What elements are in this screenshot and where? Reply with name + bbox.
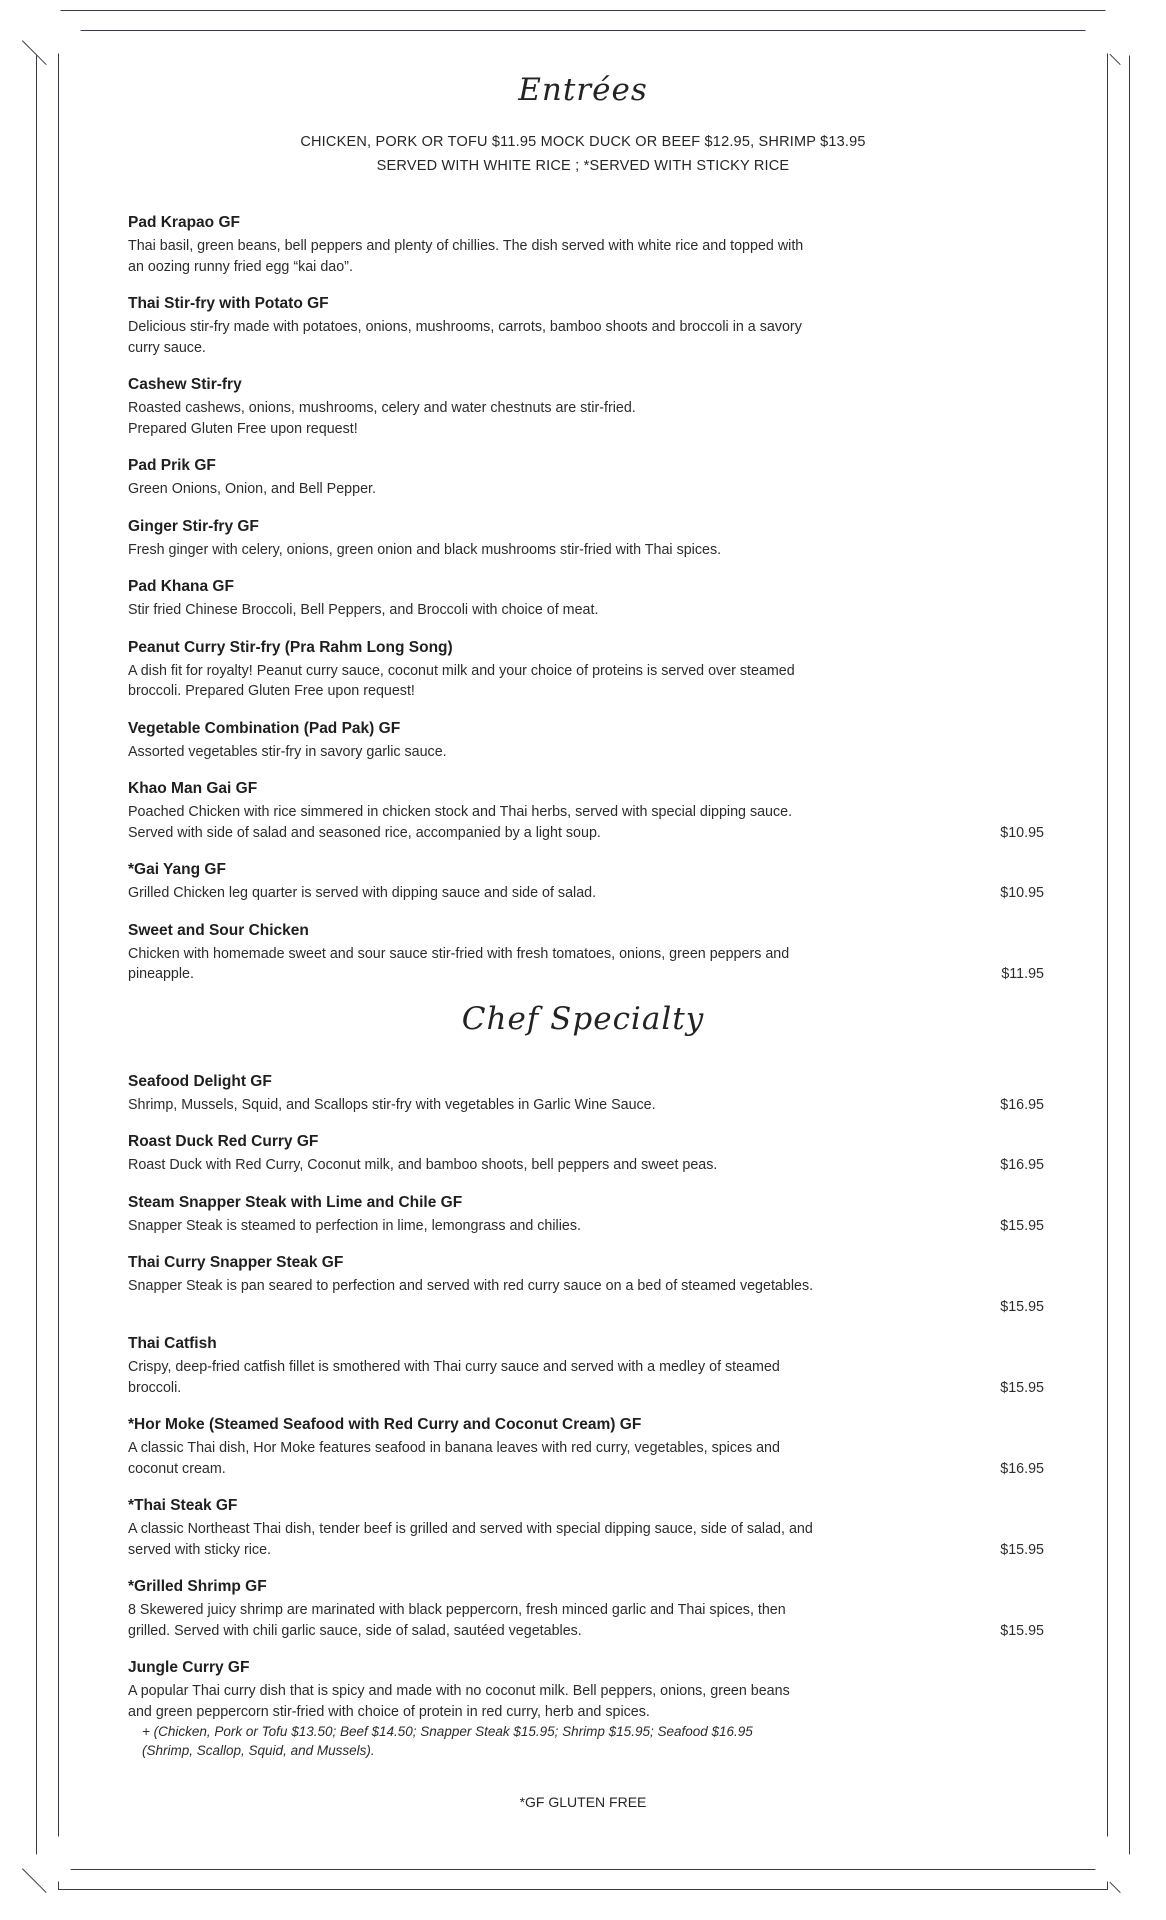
menu-item-price: $11.95 bbox=[1001, 966, 1044, 982]
menu-item-description-line bbox=[128, 1519, 1044, 1540]
menu-item-description-text: broccoli. Prepared Gluten Free upon request! bbox=[128, 683, 415, 699]
menu-item-jungle-curry bbox=[128, 1657, 1044, 1760]
menu-item-description-text: 8 Skewered juicy shrimp are marinated with black peppercorn, fresh minced garlic and Thai spices, then bbox=[128, 1602, 786, 1618]
menu-item-description-line bbox=[128, 257, 1044, 278]
menu-item bbox=[128, 516, 1044, 561]
menu-item-price: $15.95 bbox=[1000, 1298, 1044, 1315]
menu-item-name: Pad Prik GF bbox=[128, 457, 216, 474]
menu-item-name: Pad Khana GF bbox=[128, 578, 234, 595]
menu-item bbox=[128, 1414, 1044, 1479]
entrees-section-title: Entrées bbox=[518, 72, 648, 108]
menu-item-description-line bbox=[128, 1681, 1044, 1702]
menu-item bbox=[128, 920, 1044, 985]
menu-item-description-text: served with sticky rice. bbox=[128, 1541, 272, 1558]
menu-item-description-text: Shrimp, Mussels, Squid, and Scallops stir-fry with vegetables in Garlic Wine Sauce. bbox=[128, 1096, 656, 1113]
menu-item-price: $15.95 bbox=[1000, 1622, 1044, 1639]
menu-item-price: $15.95 bbox=[1000, 1379, 1044, 1396]
menu-item-description-text: A dish fit for royalty! Peanut curry sauce, coconut milk and your choice of proteins is served over steamed bbox=[128, 662, 795, 679]
menu-item-description-line bbox=[128, 661, 1044, 682]
menu-item bbox=[128, 576, 1044, 621]
menu-item bbox=[128, 212, 1044, 277]
menu-item-description-text: broccoli. bbox=[128, 1379, 182, 1396]
chef-specialty-item-list bbox=[100, 1071, 1066, 1761]
menu-item-description-text: Thai basil, green beans, bell peppers and plenty of chillies. The dish served with white rice and topped with bbox=[128, 238, 804, 254]
menu-item-description-line bbox=[128, 1216, 1044, 1237]
menu-item bbox=[128, 293, 1044, 358]
menu-item-description-text: Grilled Chicken leg quarter is served with dipping sauce and side of salad. bbox=[128, 885, 597, 901]
menu-item-description-line bbox=[128, 1540, 1044, 1561]
menu-item-description-line bbox=[128, 883, 1044, 904]
menu-item-description-text: Delicious stir-fry made with potatoes, onions, mushrooms, carrots, bamboo shoots and broccoli in a savory bbox=[128, 319, 802, 335]
menu-item bbox=[128, 374, 1044, 439]
menu-item-description-text: coconut cream. bbox=[128, 1460, 226, 1477]
menu-item bbox=[128, 778, 1044, 843]
menu-item-description-text: Roast Duck with Red Curry, Coconut milk, and bamboo shoots, bell peppers and sweet peas. bbox=[128, 1157, 718, 1173]
menu-item-description-line bbox=[128, 338, 1044, 359]
menu-item-description-line bbox=[128, 479, 1044, 500]
menu-item-description-line bbox=[128, 1155, 1044, 1176]
menu-item-price-row bbox=[128, 1297, 1044, 1318]
menu-item-name: Peanut Curry Stir-fry (Pra Rahm Long Song) bbox=[128, 638, 453, 656]
menu-item-name: Khao Man Gai GF bbox=[128, 780, 258, 797]
menu-item-description-line bbox=[128, 236, 1044, 257]
menu-item-name: Cashew Stir-fry bbox=[128, 376, 242, 393]
menu-item-price: $10.95 bbox=[1000, 885, 1044, 901]
menu-item-description-line bbox=[128, 1621, 1044, 1642]
menu-item bbox=[128, 1333, 1044, 1398]
menu-item-description-line bbox=[128, 802, 1044, 823]
menu-item-description-text: pineapple. bbox=[128, 966, 194, 982]
menu-item-description-text: Roasted cashews, onions, mushrooms, celery and water chestnuts are stir-fried. bbox=[128, 400, 636, 416]
menu-item-price: $16.95 bbox=[1000, 1460, 1044, 1477]
menu-item bbox=[128, 455, 1044, 500]
menu-item-description-text: Served with side of salad and seasoned rice, accompanied by a light soup. bbox=[128, 824, 601, 841]
menu-item-description-line bbox=[128, 1438, 1044, 1459]
menu-item-name: *Thai Steak GF bbox=[128, 1497, 238, 1514]
menu-item-description-line bbox=[128, 823, 1044, 844]
menu-item-name: Seafood Delight GF bbox=[128, 1072, 272, 1090]
menu-item-description-line bbox=[128, 398, 1044, 419]
menu-item-description-text: Chicken with homemade sweet and sour sauce stir-fried with fresh tomatoes, onions, green peppers and bbox=[128, 945, 790, 962]
menu-item bbox=[128, 1252, 1044, 1317]
menu-item-name: *Grilled Shrimp GF bbox=[128, 1578, 267, 1595]
menu-item-description-text: Snapper Steak is steamed to perfection in lime, lemongrass and chilies. bbox=[128, 1217, 581, 1234]
menu-item-name: Jungle Curry GF bbox=[128, 1659, 250, 1676]
menu-item-description-text: A classic Thai dish, Hor Moke features seafood in banana leaves with red curry, vegetables, spices and bbox=[128, 1440, 780, 1456]
menu-item-description-text: Green Onions, Onion, and Bell Pepper. bbox=[128, 481, 376, 497]
menu-item-price: $16.95 bbox=[1000, 1157, 1044, 1173]
menu-item-description-text: curry sauce. bbox=[128, 339, 206, 356]
menu-item bbox=[128, 718, 1044, 763]
menu-item-description-line bbox=[128, 317, 1044, 338]
menu-item-description-text: grilled. Served with chili garlic sauce, side of salad, sautéed vegetables. bbox=[128, 1622, 582, 1639]
menu-item-description-text: an oozing runny fried egg “kai dao”. bbox=[128, 258, 353, 275]
menu-item-description-text: Prepared Gluten Free upon request! bbox=[128, 420, 358, 437]
entrees-pricing-subheading bbox=[100, 130, 1066, 178]
menu-item-description-text: Poached Chicken with rice simmered in chicken stock and Thai herbs, served with special dipping sauce. bbox=[128, 804, 793, 820]
menu-item-description-line bbox=[128, 944, 1044, 965]
menu-item-description-text: Snapper Steak is pan seared to perfection and served with red curry sauce on a bed of steamed vegetables. bbox=[128, 1278, 814, 1294]
menu-item-description-line bbox=[128, 1276, 1044, 1297]
menu-item-price: $16.95 bbox=[1000, 1096, 1044, 1113]
menu-item-name: Vegetable Combination (Pad Pak) GF bbox=[128, 719, 401, 737]
menu-item-description-text: Assorted vegetables stir-fry in savory garlic sauce. bbox=[128, 743, 447, 760]
menu-item-price-note-line-2: (Shrimp, Scallop, Squid, and Mussels). bbox=[142, 1743, 375, 1758]
menu-item-description-line bbox=[128, 419, 1044, 440]
menu-item bbox=[128, 1192, 1044, 1237]
entrees-subheading-line-1: CHICKEN, PORK OR TOFU $11.95 MOCK DUCK OR BEEF $12.95, SHRIMP $13.95 bbox=[300, 134, 866, 150]
menu-item-price: $15.95 bbox=[1000, 1217, 1044, 1234]
menu-item-description-line bbox=[128, 742, 1044, 763]
menu-item-description-line bbox=[128, 964, 1044, 985]
menu-item-description-line bbox=[128, 1095, 1044, 1116]
menu-item-name: Steam Snapper Steak with Lime and Chile GF bbox=[128, 1193, 463, 1211]
menu-item-description-line bbox=[128, 1459, 1044, 1480]
menu-item bbox=[128, 1495, 1044, 1560]
menu-item bbox=[128, 637, 1044, 702]
menu-item-name: Thai Stir-fry with Potato GF bbox=[128, 295, 329, 312]
menu-item-description-text: and green peppercorn stir-fried with choice of protein in red curry, herb and spices. bbox=[128, 1703, 650, 1720]
menu-item-description-line bbox=[128, 1357, 1044, 1378]
menu-item-name: Ginger Stir-fry GF bbox=[128, 517, 259, 535]
entrees-item-list bbox=[100, 212, 1066, 985]
menu-item-description-text: Crispy, deep-fried catfish fillet is smothered with Thai curry sauce and served with a medley of steamed bbox=[128, 1359, 780, 1375]
menu-item-description-line bbox=[128, 681, 1044, 702]
menu-item-price: $15.95 bbox=[1000, 1541, 1044, 1558]
menu-item-name: *Gai Yang GF bbox=[128, 861, 226, 878]
menu-item-price: $10.95 bbox=[1000, 824, 1044, 841]
menu-item-name: Sweet and Sour Chicken bbox=[128, 921, 309, 939]
menu-item bbox=[128, 1131, 1044, 1176]
menu-item bbox=[128, 1071, 1044, 1116]
menu-content bbox=[100, 58, 1066, 1848]
menu-item-name: Thai Curry Snapper Steak GF bbox=[128, 1254, 344, 1271]
menu-item-description-line bbox=[128, 1702, 1044, 1723]
menu-item-description-line bbox=[128, 1600, 1044, 1621]
menu-item-description-text: Stir fried Chinese Broccoli, Bell Peppers, and Broccoli with choice of meat. bbox=[128, 602, 599, 618]
menu-item-description-text: A classic Northeast Thai dish, tender beef is grilled and served with special dipping sauce, side of salad, and bbox=[128, 1521, 813, 1537]
gluten-free-footnote: *GF GLUTEN FREE bbox=[519, 1794, 647, 1810]
menu-item-name: Pad Krapao GF bbox=[128, 214, 240, 231]
menu-item-name: Thai Catfish bbox=[128, 1335, 217, 1352]
entrees-subheading-line-2: SERVED WITH WHITE RICE ; *SERVED WITH STICKY RICE bbox=[376, 158, 790, 174]
menu-item bbox=[128, 1576, 1044, 1641]
menu-item bbox=[128, 859, 1044, 904]
menu-item-name: *Hor Moke (Steamed Seafood with Red Curry and Coconut Cream) GF bbox=[128, 1416, 642, 1433]
menu-item-description-line bbox=[128, 540, 1044, 561]
menu-item-description-line bbox=[128, 600, 1044, 621]
menu-item-description-text: Fresh ginger with celery, onions, green onion and black mushrooms stir-fried with Thai spices. bbox=[128, 541, 722, 558]
menu-item-description-line bbox=[128, 1378, 1044, 1399]
menu-item-name: Roast Duck Red Curry GF bbox=[128, 1133, 319, 1150]
menu-item-price-note-line-1: + (Chicken, Pork or Tofu $13.50; Beef $14.50; Snapper Steak $15.95; Shrimp $15.95; Seafood $16.95 bbox=[142, 1724, 753, 1739]
menu-item-description-text: A popular Thai curry dish that is spicy and made with no coconut milk. Bell peppers, onions, green beans bbox=[128, 1683, 790, 1699]
chef-specialty-section-title: Chef Specialty bbox=[461, 1000, 705, 1037]
